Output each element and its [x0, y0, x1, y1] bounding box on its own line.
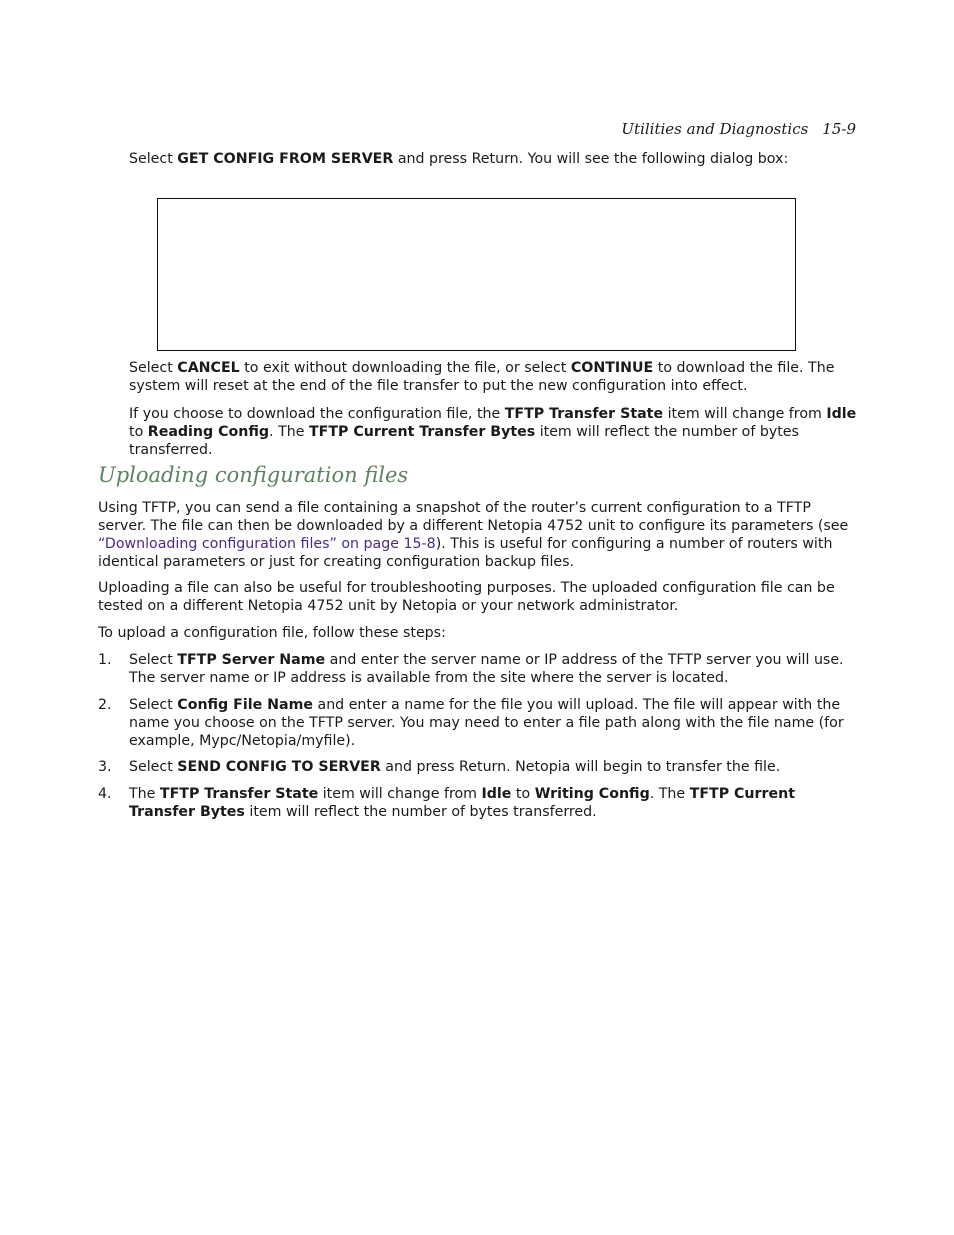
- step-number: 2.: [98, 697, 112, 713]
- download-state-paragraph: [129, 405, 857, 459]
- text-run: item will change from: [318, 786, 482, 802]
- text-run: and enter the server name or IP address of the TFTP server you will use. The server name or IP address is available from the site where the server is located.: [129, 652, 844, 686]
- cancel-continue-paragraph: [129, 359, 857, 395]
- field-name: TFTP Transfer State: [504, 406, 664, 422]
- text-run: to: [511, 786, 535, 802]
- text-run: Select: [129, 360, 178, 376]
- running-header: [621, 120, 856, 138]
- text-run: The: [129, 786, 160, 802]
- header-page-number: 15-9: [822, 120, 856, 138]
- header-section-title: Utilities and Diagnostics: [621, 120, 809, 138]
- field-value: Idle: [481, 786, 512, 802]
- step-text: [129, 758, 857, 776]
- command-name: SEND CONFIG TO SERVER: [177, 759, 381, 775]
- text-run: item will reflect the number of bytes transferred.: [244, 804, 597, 820]
- text-run: . The: [649, 786, 690, 802]
- text-run: and press Return. Netopia will begin to transfer the file.: [380, 759, 781, 775]
- cross-reference-link[interactable]: “Downloading configuration files” on page 15-8: [98, 536, 436, 552]
- field-name: TFTP Current Transfer Bytes: [308, 424, 536, 440]
- step-text: [129, 651, 857, 687]
- text-run: and press Return. You will see the following dialog box:: [393, 151, 789, 167]
- intro-paragraph: [129, 150, 857, 168]
- dialog-box-figure: [157, 198, 796, 351]
- section-heading: Uploading configuration files: [98, 463, 409, 487]
- text-run: Select: [129, 697, 178, 713]
- text-run: item will reflect the number of bytes transferred.: [129, 424, 799, 458]
- step-number: 1.: [98, 652, 112, 668]
- text-run: If you choose to download the configuration file, the: [129, 406, 505, 422]
- text-run: to: [129, 424, 148, 440]
- step-text: [129, 696, 857, 750]
- field-value: Writing Config: [534, 786, 650, 802]
- command-name: CONTINUE: [570, 360, 654, 376]
- text-run: Select: [129, 759, 178, 775]
- text-run: item will change from: [663, 406, 827, 422]
- step-number: 4.: [98, 786, 112, 802]
- steps-intro-paragraph: To upload a configuration file, follow these steps:: [98, 625, 446, 641]
- step-text: [129, 785, 857, 821]
- command-name: CANCEL: [177, 360, 240, 376]
- text-run: Select: [129, 151, 178, 167]
- using-tftp-paragraph: [98, 499, 857, 571]
- field-value: Reading Config: [147, 424, 270, 440]
- text-run: and enter a name for the file you will upload. The file will appear with the name you choose on the TFTP server. You may need to enter a file path along with the file name (for example, Mypc/Netopia/myfile).: [129, 697, 844, 749]
- text-run: . The: [269, 424, 309, 440]
- text-run: Using TFTP, you can send a file containing a snapshot of the router’s current configuration to a TFTP server. The file can then be downloaded by a different Netopia 4752 unit to configure its parameters (see: [98, 500, 849, 534]
- command-name: GET CONFIG FROM SERVER: [177, 151, 394, 167]
- field-name: TFTP Server Name: [177, 652, 326, 668]
- field-value: Idle: [826, 406, 857, 422]
- troubleshooting-paragraph: Uploading a file can also be useful for troubleshooting purposes. The uploaded configuration file can be tested on a different Netopia 4752 unit by Netopia or your network administrator.: [98, 580, 835, 614]
- text-run: Select: [129, 652, 178, 668]
- field-name: TFTP Transfer State: [159, 786, 319, 802]
- step-number: 3.: [98, 759, 112, 775]
- text-run: ). This is useful for configuring a number of routers with identical parameters or just for creating configuration backup files.: [98, 536, 833, 570]
- field-name: Config File Name: [177, 697, 313, 713]
- text-run: to exit without downloading the file, or select: [239, 360, 571, 376]
- text-run: to download the file. The system will reset at the end of the file transfer to put the new configuration into effect.: [129, 360, 835, 394]
- field-name: TFTP Current Transfer Bytes: [129, 786, 796, 820]
